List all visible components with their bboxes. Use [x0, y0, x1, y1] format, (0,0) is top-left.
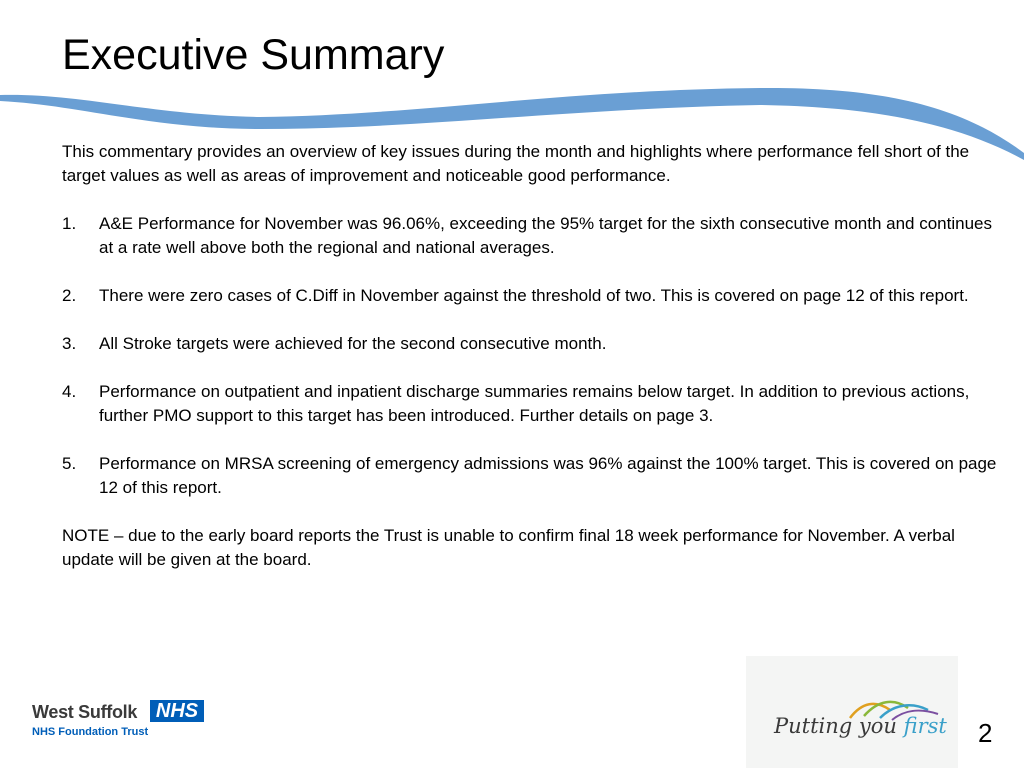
list-item-text: All Stroke targets were achieved for the second consecutive month. — [99, 334, 607, 353]
org-name: West Suffolk — [32, 702, 138, 722]
list-item-number: 5. — [62, 454, 77, 473]
nhs-badge: NHS — [150, 700, 204, 722]
list-item-number: 2. — [62, 286, 77, 305]
list-item — [62, 212, 997, 260]
list-item-number: 1. — [62, 214, 77, 233]
campaign-slogan — [774, 714, 947, 738]
list-item-text: Performance on outpatient and inpatient discharge summaries remains below target. In addition to previous actions, further PMO support to this target has been introduced. Further details on page 3. — [99, 382, 970, 425]
slogan-emphasis: first — [903, 714, 947, 738]
putting-you-first-logo — [746, 656, 958, 768]
list-item — [62, 452, 997, 500]
list-item-text: There were zero cases of C.Diff in November against the threshold of two. This is covered on page 12 of this report. — [99, 286, 969, 305]
list-item — [62, 332, 997, 356]
list-item-text: A&E Performance for November was 96.06%, exceeding the 95% target for the sixth consecutive month and continues at a rate well above both the regional and national averages. — [99, 214, 992, 257]
list-item-number: 4. — [62, 382, 77, 401]
board-note: NOTE – due to the early board reports the Trust is unable to confirm final 18 week performance for November. A verbal update will be given at the board. — [62, 526, 955, 569]
list-item-text: Performance on MRSA screening of emergency admissions was 96% against the 100% target. This is covered on page 12 of this report. — [99, 454, 997, 497]
west-suffolk-logo — [32, 700, 222, 745]
list-item — [62, 380, 997, 428]
org-subtitle: NHS Foundation Trust — [32, 726, 149, 738]
key-issues-list — [62, 212, 997, 500]
list-item — [62, 284, 997, 308]
intro-paragraph: This commentary provides an overview of key issues during the month and highlights where performance fell short of the target values as well as areas of improvement and noticeable good performance. — [62, 142, 970, 185]
slide-title: Executive Summary — [62, 31, 445, 79]
slogan-prefix: Putting you — [774, 714, 904, 738]
summary-body — [62, 140, 997, 596]
page-number: 2 — [978, 718, 993, 748]
list-item-number: 3. — [62, 334, 77, 353]
